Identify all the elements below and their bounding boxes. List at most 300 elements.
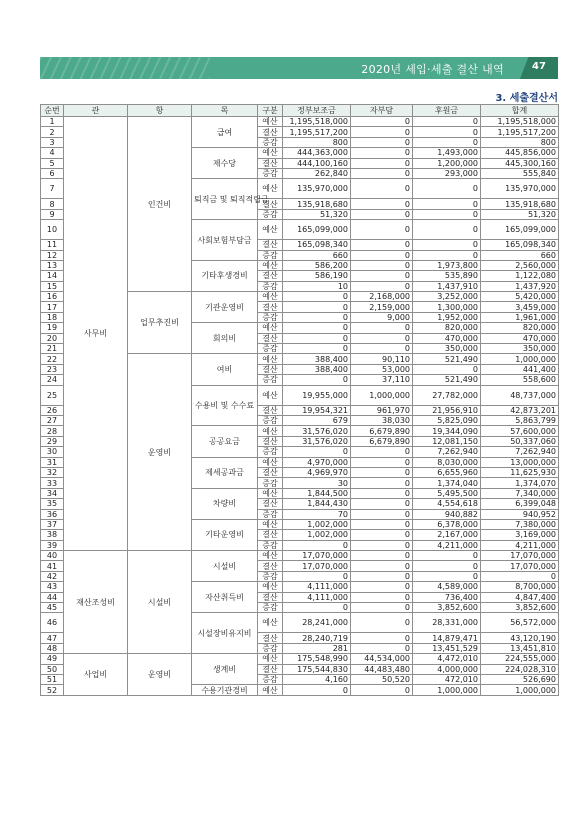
gov-subsidy-cell: 135,970,000 [283, 179, 351, 199]
gov-subsidy-cell: 17,070,000 [283, 551, 351, 561]
gov-subsidy-cell: 1,844,430 [283, 499, 351, 509]
type-cell: 예산 [258, 179, 283, 199]
gov-subsidy-cell: 1,195,517,200 [283, 127, 351, 137]
gov-subsidy-cell: 19,954,321 [283, 405, 351, 415]
gov-subsidy-cell: 4,111,000 [283, 582, 351, 592]
self-funding-cell: 0 [351, 633, 413, 643]
total-cell: 6,399,048 [481, 499, 559, 509]
gov-subsidy-cell: 51,320 [283, 209, 351, 219]
self-funding-cell: 2,168,000 [351, 292, 413, 302]
type-cell: 증감 [258, 540, 283, 550]
self-funding-cell: 0 [351, 488, 413, 498]
gov-subsidy-cell: 4,160 [283, 674, 351, 684]
type-cell: 증감 [258, 603, 283, 613]
type-cell: 증감 [258, 375, 283, 385]
row-number: 40 [41, 551, 64, 561]
gwan-cell: 사업비 [64, 654, 128, 696]
gov-subsidy-cell: 0 [283, 292, 351, 302]
self-funding-cell: 0 [351, 457, 413, 467]
row-number: 18 [41, 312, 64, 322]
col-header-total: 합계 [481, 105, 559, 117]
donation-cell: 3,852,600 [413, 603, 481, 613]
self-funding-cell: 0 [351, 271, 413, 281]
donation-cell: 4,211,000 [413, 540, 481, 550]
total-cell: 1,195,517,200 [481, 127, 559, 137]
row-number: 36 [41, 509, 64, 519]
total-cell: 224,555,000 [481, 654, 559, 664]
type-cell: 결산 [258, 271, 283, 281]
donation-cell: 21,956,910 [413, 405, 481, 415]
table-row [41, 654, 559, 664]
gov-subsidy-cell: 444,363,000 [283, 148, 351, 158]
total-cell: 13,000,000 [481, 457, 559, 467]
row-number: 22 [41, 354, 64, 364]
row-number: 13 [41, 260, 64, 270]
gov-subsidy-cell: 31,576,020 [283, 426, 351, 436]
gov-subsidy-cell: 679 [283, 415, 351, 425]
type-cell: 결산 [258, 127, 283, 137]
gov-subsidy-cell: 31,576,020 [283, 436, 351, 446]
self-funding-cell: 0 [351, 613, 413, 633]
row-number: 14 [41, 271, 64, 281]
row-number: 52 [41, 685, 64, 695]
total-cell: 11,625,930 [481, 467, 559, 477]
col-header-no: 순번 [41, 105, 64, 117]
self-funding-cell: 961,970 [351, 405, 413, 415]
row-number: 44 [41, 592, 64, 602]
self-funding-cell: 0 [351, 260, 413, 270]
mok-cell: 수용비 및 수수료 [192, 385, 258, 426]
type-cell: 증감 [258, 509, 283, 519]
total-cell: 135,918,680 [481, 199, 559, 209]
type-cell: 예산 [258, 488, 283, 498]
donation-cell: 14,879,471 [413, 633, 481, 643]
donation-cell: 8,030,000 [413, 457, 481, 467]
hang-cell: 인건비 [128, 117, 192, 292]
type-cell: 증감 [258, 447, 283, 457]
total-cell: 13,451,810 [481, 643, 559, 653]
gov-subsidy-cell: 444,100,160 [283, 158, 351, 168]
total-cell: 5,420,000 [481, 292, 559, 302]
mok-cell: 수용기관경비 [192, 685, 258, 695]
self-funding-cell: 0 [351, 281, 413, 291]
total-cell: 470,000 [481, 333, 559, 343]
self-funding-cell: 0 [351, 199, 413, 209]
gov-subsidy-cell: 586,200 [283, 260, 351, 270]
gov-subsidy-cell: 281 [283, 643, 351, 653]
self-funding-cell: 0 [351, 220, 413, 240]
donation-cell: 13,451,529 [413, 643, 481, 653]
col-header-self-funding: 자부담 [351, 105, 413, 117]
gov-subsidy-cell: 165,098,340 [283, 240, 351, 250]
type-cell: 결산 [258, 633, 283, 643]
total-cell: 165,098,340 [481, 240, 559, 250]
type-cell: 증감 [258, 250, 283, 260]
donation-cell: 2,167,000 [413, 530, 481, 540]
row-number: 5 [41, 158, 64, 168]
gov-subsidy-cell: 0 [283, 540, 351, 550]
type-cell: 예산 [258, 220, 283, 240]
donation-cell: 0 [413, 117, 481, 127]
row-number: 1 [41, 117, 64, 127]
donation-cell: 0 [413, 250, 481, 260]
self-funding-cell: 0 [351, 168, 413, 178]
donation-cell: 521,490 [413, 375, 481, 385]
row-number: 27 [41, 415, 64, 425]
total-cell: 135,970,000 [481, 179, 559, 199]
total-cell: 51,320 [481, 209, 559, 219]
banner-stripes [40, 57, 210, 79]
total-cell: 4,847,400 [481, 592, 559, 602]
self-funding-cell: 0 [351, 582, 413, 592]
type-cell: 결산 [258, 158, 283, 168]
gov-subsidy-cell: 0 [283, 603, 351, 613]
row-number: 47 [41, 633, 64, 643]
row-number: 41 [41, 561, 64, 571]
gov-subsidy-cell: 175,548,990 [283, 654, 351, 664]
self-funding-cell: 0 [351, 179, 413, 199]
gov-subsidy-cell: 388,400 [283, 364, 351, 374]
gov-subsidy-cell: 1,844,500 [283, 488, 351, 498]
donation-cell: 0 [413, 199, 481, 209]
row-number: 28 [41, 426, 64, 436]
type-cell: 증감 [258, 571, 283, 581]
row-number: 11 [41, 240, 64, 250]
table-row [41, 117, 559, 127]
self-funding-cell: 0 [351, 117, 413, 127]
donation-cell: 1,200,000 [413, 158, 481, 168]
total-cell: 56,572,000 [481, 613, 559, 633]
donation-cell: 0 [413, 240, 481, 250]
self-funding-cell: 44,483,480 [351, 664, 413, 674]
self-funding-cell: 37,110 [351, 375, 413, 385]
gov-subsidy-cell: 0 [283, 302, 351, 312]
total-cell: 555,840 [481, 168, 559, 178]
gov-subsidy-cell: 0 [283, 685, 351, 695]
donation-cell: 736,400 [413, 592, 481, 602]
type-cell: 예산 [258, 551, 283, 561]
type-cell: 증감 [258, 415, 283, 425]
type-cell: 증감 [258, 643, 283, 653]
mok-cell: 시설비 [192, 551, 258, 582]
donation-cell: 27,782,000 [413, 385, 481, 405]
self-funding-cell: 0 [351, 519, 413, 529]
self-funding-cell: 0 [351, 209, 413, 219]
donation-cell: 4,472,010 [413, 654, 481, 664]
total-cell: 224,028,310 [481, 664, 559, 674]
gov-subsidy-cell: 262,840 [283, 168, 351, 178]
type-cell: 예산 [258, 117, 283, 127]
row-number: 46 [41, 613, 64, 633]
self-funding-cell: 0 [351, 447, 413, 457]
gov-subsidy-cell: 660 [283, 250, 351, 260]
page-number-badge [520, 57, 558, 79]
row-number: 21 [41, 344, 64, 354]
donation-cell: 12,081,150 [413, 436, 481, 446]
row-number: 50 [41, 664, 64, 674]
mok-cell: 자산취득비 [192, 582, 258, 613]
donation-cell: 6,378,000 [413, 519, 481, 529]
donation-cell: 0 [413, 561, 481, 571]
total-cell: 2,560,000 [481, 260, 559, 270]
col-header-hang: 항 [128, 105, 192, 117]
gov-subsidy-cell: 800 [283, 137, 351, 147]
total-cell: 5,863,799 [481, 415, 559, 425]
donation-cell: 4,554,618 [413, 499, 481, 509]
total-cell: 1,000,000 [481, 685, 559, 695]
hang-cell: 운영비 [128, 654, 192, 696]
total-cell: 57,600,000 [481, 426, 559, 436]
row-number: 34 [41, 488, 64, 498]
page-number: 47 [532, 61, 546, 72]
total-cell: 1,195,518,000 [481, 117, 559, 127]
row-number: 10 [41, 220, 64, 240]
total-cell: 3,169,000 [481, 530, 559, 540]
total-cell: 1,961,000 [481, 312, 559, 322]
type-cell: 결산 [258, 592, 283, 602]
row-number: 31 [41, 457, 64, 467]
hang-cell: 운영비 [128, 354, 192, 551]
gov-subsidy-cell: 4,970,000 [283, 457, 351, 467]
total-cell: 42,873,201 [481, 405, 559, 415]
donation-cell: 0 [413, 127, 481, 137]
self-funding-cell: 0 [351, 551, 413, 561]
mok-cell: 기관운영비 [192, 292, 258, 323]
donation-cell: 521,490 [413, 354, 481, 364]
row-number: 20 [41, 333, 64, 343]
donation-cell: 3,252,000 [413, 292, 481, 302]
self-funding-cell: 0 [351, 499, 413, 509]
gov-subsidy-cell: 70 [283, 509, 351, 519]
self-funding-cell: 6,679,890 [351, 436, 413, 446]
self-funding-cell: 0 [351, 148, 413, 158]
self-funding-cell: 2,159,000 [351, 302, 413, 312]
gov-subsidy-cell: 165,099,000 [283, 220, 351, 240]
self-funding-cell: 0 [351, 250, 413, 260]
settlement-table [40, 104, 559, 696]
gov-subsidy-cell: 0 [283, 571, 351, 581]
type-cell: 증감 [258, 344, 283, 354]
type-cell: 결산 [258, 333, 283, 343]
self-funding-cell: 0 [351, 333, 413, 343]
gov-subsidy-cell: 17,070,000 [283, 561, 351, 571]
donation-cell: 0 [413, 571, 481, 581]
row-number: 24 [41, 375, 64, 385]
table-header-row [41, 105, 559, 117]
self-funding-cell: 0 [351, 592, 413, 602]
donation-cell: 1,973,800 [413, 260, 481, 270]
self-funding-cell: 44,534,000 [351, 654, 413, 664]
type-cell: 예산 [258, 457, 283, 467]
row-number: 37 [41, 519, 64, 529]
gov-subsidy-cell: 19,955,000 [283, 385, 351, 405]
row-number: 25 [41, 385, 64, 405]
gov-subsidy-cell: 1,002,000 [283, 519, 351, 529]
donation-cell: 28,331,000 [413, 613, 481, 633]
total-cell: 820,000 [481, 323, 559, 333]
row-number: 51 [41, 674, 64, 684]
total-cell: 800 [481, 137, 559, 147]
row-number: 6 [41, 168, 64, 178]
row-number: 32 [41, 467, 64, 477]
gov-subsidy-cell: 0 [283, 312, 351, 322]
hang-cell: 업무추진비 [128, 292, 192, 354]
row-number: 8 [41, 199, 64, 209]
total-cell: 3,459,000 [481, 302, 559, 312]
gov-subsidy-cell: 0 [283, 333, 351, 343]
total-cell: 445,856,000 [481, 148, 559, 158]
type-cell: 결산 [258, 240, 283, 250]
type-cell: 결산 [258, 405, 283, 415]
mok-cell: 사회보험부담금 [192, 220, 258, 261]
total-cell: 3,852,600 [481, 603, 559, 613]
self-funding-cell: 0 [351, 323, 413, 333]
row-number: 30 [41, 447, 64, 457]
col-header-donation: 후원금 [413, 105, 481, 117]
self-funding-cell: 0 [351, 344, 413, 354]
type-cell: 증감 [258, 281, 283, 291]
gov-subsidy-cell: 586,190 [283, 271, 351, 281]
row-number: 3 [41, 137, 64, 147]
type-cell: 결산 [258, 364, 283, 374]
type-cell: 증감 [258, 168, 283, 178]
self-funding-cell: 0 [351, 603, 413, 613]
table-row [41, 551, 559, 561]
total-cell: 48,737,000 [481, 385, 559, 405]
total-cell: 1,374,070 [481, 478, 559, 488]
type-cell: 증감 [258, 312, 283, 322]
donation-cell: 6,655,960 [413, 467, 481, 477]
self-funding-cell: 0 [351, 530, 413, 540]
donation-cell: 470,000 [413, 333, 481, 343]
donation-cell: 1,952,000 [413, 312, 481, 322]
gov-subsidy-cell: 0 [283, 323, 351, 333]
gwan-cell: 사무비 [64, 117, 128, 551]
self-funding-cell: 0 [351, 643, 413, 653]
self-funding-cell: 50,520 [351, 674, 413, 684]
type-cell: 예산 [258, 292, 283, 302]
mok-cell: 제수당 [192, 148, 258, 179]
total-cell: 1,122,080 [481, 271, 559, 281]
mok-cell: 차량비 [192, 488, 258, 519]
type-cell: 예산 [258, 582, 283, 592]
mok-cell: 기타후생경비 [192, 260, 258, 291]
row-number: 42 [41, 571, 64, 581]
type-cell: 결산 [258, 467, 283, 477]
donation-cell: 1,000,000 [413, 685, 481, 695]
self-funding-cell: 0 [351, 137, 413, 147]
total-cell: 17,070,000 [481, 551, 559, 561]
total-cell: 1,437,920 [481, 281, 559, 291]
donation-cell: 7,262,940 [413, 447, 481, 457]
type-cell: 예산 [258, 323, 283, 333]
gov-subsidy-cell: 0 [283, 375, 351, 385]
donation-cell: 4,000,000 [413, 664, 481, 674]
gov-subsidy-cell: 4,969,970 [283, 467, 351, 477]
gov-subsidy-cell: 4,111,000 [283, 592, 351, 602]
donation-cell: 1,374,040 [413, 478, 481, 488]
type-cell: 증감 [258, 137, 283, 147]
total-cell: 660 [481, 250, 559, 260]
row-number: 2 [41, 127, 64, 137]
table-body [41, 117, 559, 696]
row-number: 35 [41, 499, 64, 509]
row-number: 19 [41, 323, 64, 333]
donation-cell: 0 [413, 179, 481, 199]
total-cell: 8,700,000 [481, 582, 559, 592]
donation-cell: 4,589,000 [413, 582, 481, 592]
self-funding-cell: 0 [351, 509, 413, 519]
total-cell: 43,120,190 [481, 633, 559, 643]
col-header-type: 구분 [258, 105, 283, 117]
gwan-cell: 재산조성비 [64, 551, 128, 654]
row-number: 49 [41, 654, 64, 664]
total-cell: 7,380,000 [481, 519, 559, 529]
col-header-gov-subsidy: 정부보조금 [283, 105, 351, 117]
header-banner [40, 57, 558, 79]
row-number: 7 [41, 179, 64, 199]
donation-cell: 535,890 [413, 271, 481, 281]
row-number: 39 [41, 540, 64, 550]
self-funding-cell: 53,000 [351, 364, 413, 374]
row-number: 12 [41, 250, 64, 260]
row-number: 38 [41, 530, 64, 540]
donation-cell: 1,493,000 [413, 148, 481, 158]
total-cell: 165,099,000 [481, 220, 559, 240]
mok-cell: 급여 [192, 117, 258, 148]
type-cell: 예산 [258, 613, 283, 633]
donation-cell: 0 [413, 220, 481, 240]
total-cell: 1,000,000 [481, 354, 559, 364]
gov-subsidy-cell: 1,002,000 [283, 530, 351, 540]
mok-cell: 회의비 [192, 323, 258, 354]
gov-subsidy-cell: 28,240,719 [283, 633, 351, 643]
col-header-gwan: 관 [64, 105, 128, 117]
type-cell: 증감 [258, 209, 283, 219]
type-cell: 결산 [258, 530, 283, 540]
row-number: 26 [41, 405, 64, 415]
self-funding-cell: 90,110 [351, 354, 413, 364]
gov-subsidy-cell: 0 [283, 344, 351, 354]
donation-cell: 1,437,910 [413, 281, 481, 291]
type-cell: 예산 [258, 654, 283, 664]
type-cell: 증감 [258, 478, 283, 488]
row-number: 43 [41, 582, 64, 592]
gov-subsidy-cell: 1,195,518,000 [283, 117, 351, 127]
mok-cell: 공공요금 [192, 426, 258, 457]
mok-cell: 제세공과금 [192, 457, 258, 488]
type-cell: 예산 [258, 148, 283, 158]
self-funding-cell: 0 [351, 571, 413, 581]
donation-cell: 0 [413, 137, 481, 147]
type-cell: 결산 [258, 499, 283, 509]
gov-subsidy-cell: 135,918,680 [283, 199, 351, 209]
total-cell: 0 [481, 571, 559, 581]
type-cell: 예산 [258, 354, 283, 364]
self-funding-cell: 6,679,890 [351, 426, 413, 436]
gov-subsidy-cell: 30 [283, 478, 351, 488]
self-funding-cell: 0 [351, 158, 413, 168]
total-cell: 7,262,940 [481, 447, 559, 457]
type-cell: 결산 [258, 436, 283, 446]
row-number: 29 [41, 436, 64, 446]
total-cell: 350,000 [481, 344, 559, 354]
gov-subsidy-cell: 28,241,000 [283, 613, 351, 633]
gov-subsidy-cell: 10 [283, 281, 351, 291]
self-funding-cell: 9,000 [351, 312, 413, 322]
donation-cell: 19,344,090 [413, 426, 481, 436]
donation-cell: 940,882 [413, 509, 481, 519]
